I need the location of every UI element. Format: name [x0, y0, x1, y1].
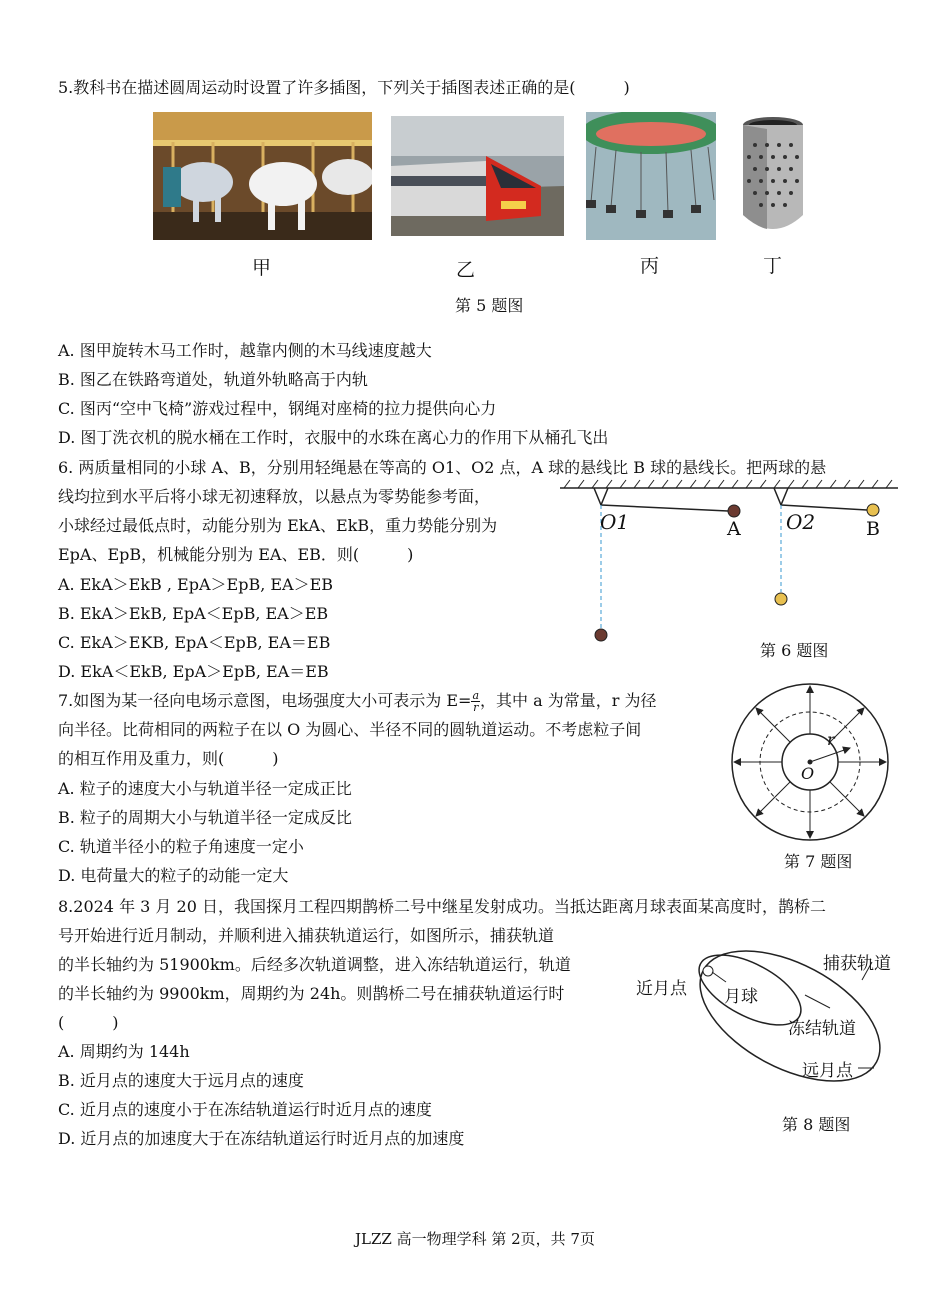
q7-caption: 第 7 题图: [784, 852, 853, 871]
q7-option-d: D. 电荷量大的粒子的动能一定大: [58, 866, 289, 885]
label-b: B: [866, 518, 880, 540]
train-photo: [391, 116, 564, 236]
q7-figure: [728, 680, 892, 844]
q8-line5: ( ): [58, 1013, 119, 1032]
washer-drum-photo: [737, 115, 809, 243]
q6-line1: 6. 两质量相同的小球 A、B，分别用轻绳悬在等高的 O1、O2 点，A 球的悬线比 B 球的悬线长。把两球的悬: [58, 458, 827, 477]
q8-line4: 的半长轴约为 9900km，周期约为 24h。则鹊桥二号在捕获轨道运行时: [58, 984, 565, 1003]
q7-line1: [58, 690, 656, 713]
label-yi: 乙: [456, 259, 476, 281]
q8-line2: 号开始进行近月制动，并顺利进入捕获轨道运行，如图所示，捕获轨道: [58, 926, 555, 945]
q5-option-a: A. 图甲旋转木马工作时，越靠内侧的木马线速度越大: [58, 341, 432, 360]
label-frozen-orbit: 冻结轨道: [788, 1019, 856, 1039]
q6-option-b: B. EkA＞EkB, EpA＜EpB, EA＞EB: [58, 604, 329, 623]
q6-line4: EpA、EpB，机械能分别为 EA、EB．则( ): [58, 545, 414, 564]
q5-stem: 5.教科书在描述圆周运动时设置了许多插图，下列关于插图表述正确的是( ): [58, 78, 630, 97]
q7-option-b: B. 粒子的周期大小与轨道半径一定成反比: [58, 808, 352, 827]
label-o2: O2: [786, 510, 816, 534]
q8-line3: 的半长轴约为 51900km。后经多次轨道调整，进入冻结轨道运行，轨道: [58, 955, 571, 974]
q5-option-d: D. 图丁洗衣机的脱水桶在工作时，衣服中的水珠在离心力的作用下从桶孔飞出: [58, 428, 609, 447]
q6-option-d: D. EkA＜EkB, EpA＞EpB, EA＝EB: [58, 662, 329, 681]
q7-line3: 的相互作用及重力，则( ): [58, 749, 279, 768]
label-bing: 丙: [640, 255, 660, 277]
q7-option-c: C. 轨道半径小的粒子角速度一定小: [58, 837, 304, 856]
label-perilune: 近月点: [636, 979, 687, 999]
q6-line3: 小球经过最低点时，动能分别为 EkA、EkB，重力势能分别为: [58, 516, 498, 535]
q8-option-c: C. 近月点的速度小于在冻结轨道运行时近月点的速度: [58, 1100, 432, 1119]
label-jia: 甲: [252, 257, 272, 279]
q7-frac-den: r: [473, 701, 479, 714]
q6-line2: 线均拉到水平后将小球无初速释放，以悬点为零势能参考面，: [58, 487, 491, 506]
label-a: A: [727, 518, 741, 540]
q7-line1-start: 7.如图为某一径向电场示意图，电场强度大小可表示为 E=: [58, 691, 472, 710]
q8-line1: 8.2024 年 3 月 20 日，我国探月工程四期鹊桥二号中继星发射成功。当抵达距离月球表面某高度时，鹊桥二: [58, 897, 826, 916]
label-apolune: 远月点: [802, 1061, 853, 1081]
q8-option-a: A. 周期约为 144h: [58, 1042, 190, 1061]
q8-caption: 第 8 题图: [782, 1115, 851, 1134]
q7-option-a: A. 粒子的速度大小与轨道半径一定成正比: [58, 779, 352, 798]
label-o1: O1: [600, 510, 630, 534]
label-moon: 月球: [724, 987, 758, 1007]
q6-option-a: A. EkA＞EkB , EpA＞EpB, EA＞EB: [58, 575, 334, 594]
carousel-photo: [153, 112, 372, 240]
q6-caption: 第 6 题图: [760, 641, 829, 660]
q5-caption: 第 5 题图: [455, 296, 524, 315]
q5-option-b: B. 图乙在铁路弯道处，轨道外轨略高于内轨: [58, 370, 368, 389]
q8-option-b: B. 近月点的速度大于远月点的速度: [58, 1071, 304, 1090]
label-ding: 丁: [763, 255, 783, 277]
q6-option-c: C. EkA＞EKB, EpA＜EpB, EA＝EB: [58, 633, 331, 652]
q7-line1-end: ，其中 a 为常量，r 为径: [480, 691, 657, 710]
q6-figure: [556, 478, 901, 648]
q7-fraction: [471, 690, 480, 713]
swing-ride-photo: [586, 112, 716, 240]
page-footer: JLZZ 高一物理学科 第 2页，共 7页: [355, 1230, 595, 1248]
label-r: r: [827, 730, 835, 749]
q7-frac-num: a: [472, 689, 480, 702]
q5-option-c: C. 图丙“空中飞椅”游戏过程中，钢绳对座椅的拉力提供向心力: [58, 399, 497, 418]
label-o: O: [801, 764, 815, 783]
q8-figure: [630, 940, 900, 1110]
q8-option-d: D. 近月点的加速度大于在冻结轨道运行时近月点的加速度: [58, 1129, 465, 1148]
label-capture-orbit: 捕获轨道: [823, 954, 891, 974]
q7-line2: 向半径。比荷相同的两粒子在以 O 为圆心、半径不同的圆轨道运动。不考虑粒子间: [58, 720, 642, 739]
